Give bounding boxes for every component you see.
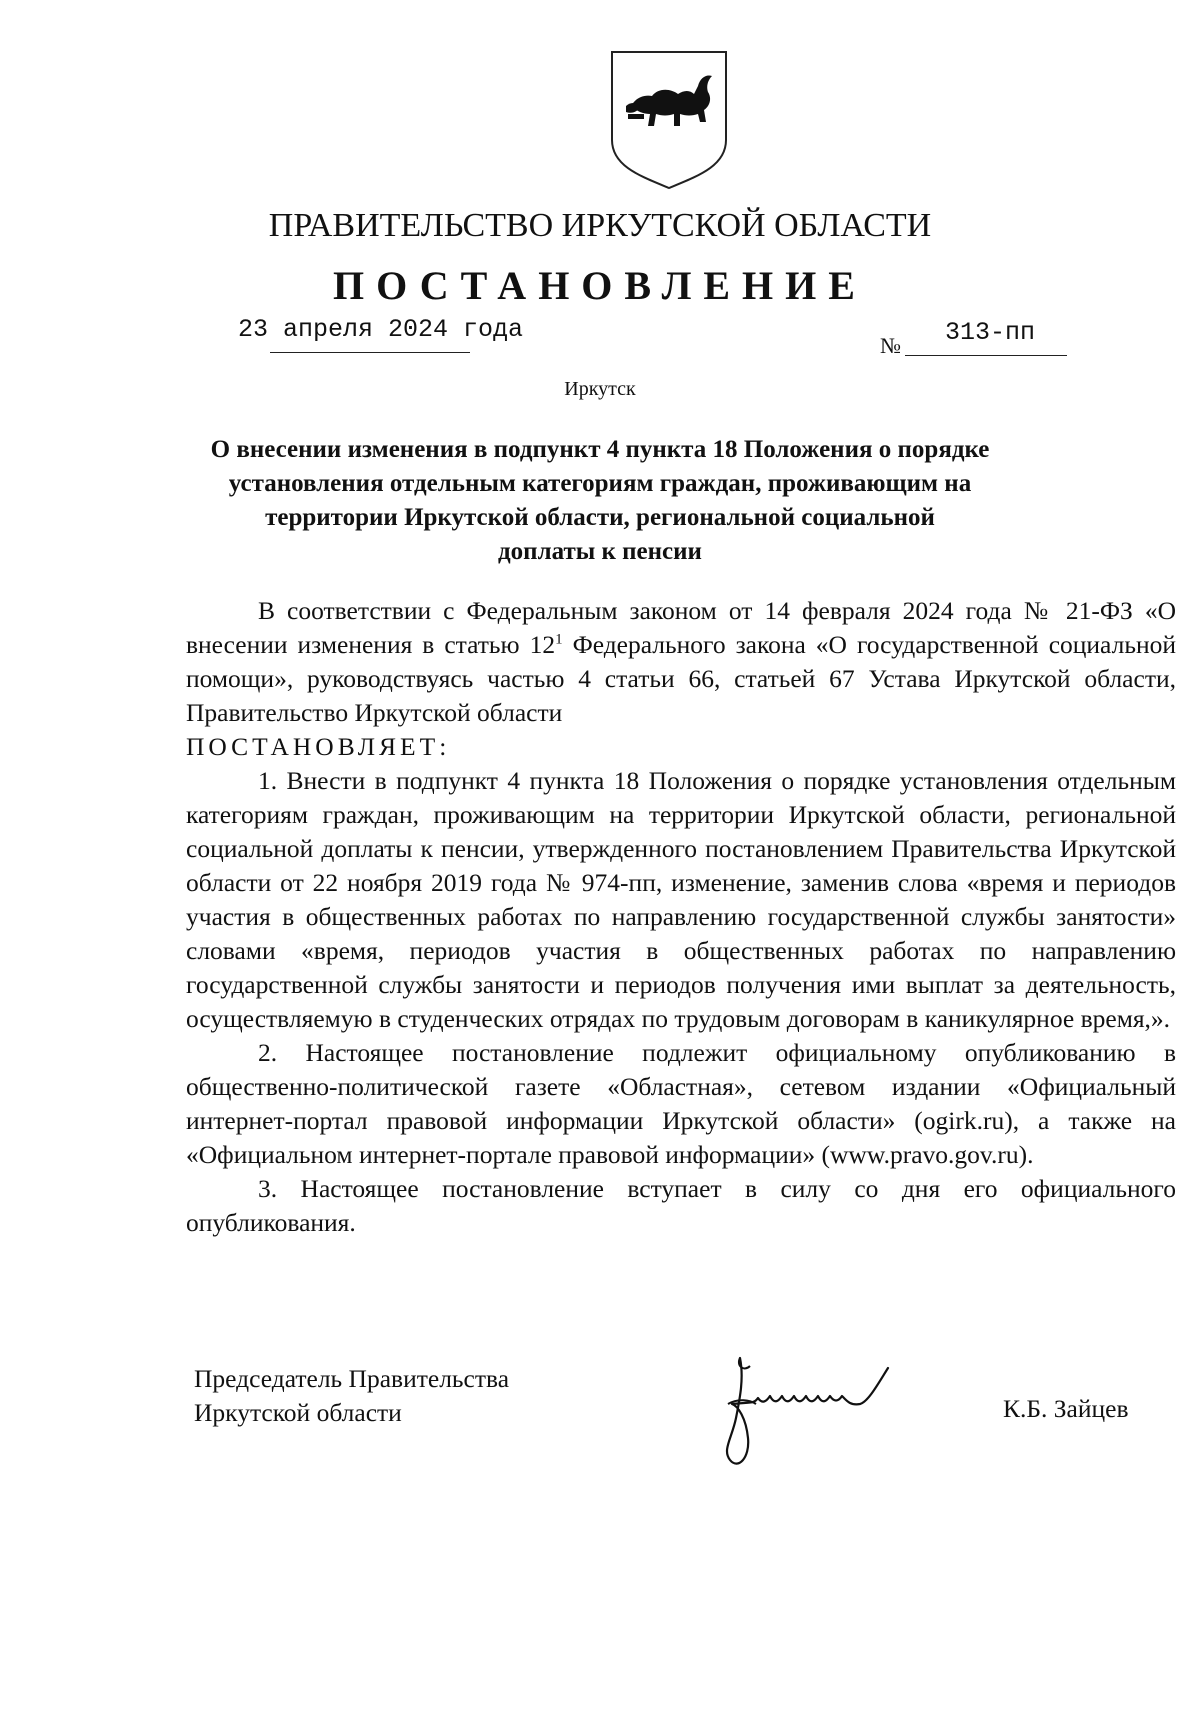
subject-line: доплаты к пенсии (498, 538, 702, 565)
document-subject (200, 433, 1000, 569)
preamble-text-part2: Федерального закона «О государственной социальной помощи», руководствуясь частью 4 статьи 66, статьей 67 Устава Иркутской области, Правительство Иркутской области (186, 630, 1176, 727)
date-underline (270, 352, 470, 353)
subject-line: территории Иркутской области, региональной социальной (265, 504, 935, 531)
signer-position-line: Иркутской области (194, 1398, 402, 1427)
handwritten-signature (710, 1338, 940, 1488)
document-number: 313-пп (945, 318, 1036, 347)
item-3-paragraph: 3. Настоящее постановление вступает в силу со дня его официального опубликования. (186, 1174, 1176, 1237)
preamble-paragraph (186, 594, 1176, 730)
coat-of-arms-emblem (608, 48, 730, 190)
document-date: 23 апреля 2024 года (238, 315, 524, 344)
subject-line: установления отдельным категориям граждан, проживающим на (228, 470, 972, 497)
item-1-paragraph: 1. Внести в подпункт 4 пункта 18 Положения о порядке установления отдельным категориям граждан, проживающим на территории Иркутской области, региональной социальной доплаты к пенсии, утвержденного постановлением Правительства Иркутской области от 22 ноября 2019 года № 974-пп, изменение, заменив слова «время и периодов участия в общественных работах по направлению государственной службы занятости» словами «время, периодов участия в общественных работах по направлению государственной службы занятости и периодов получения ими выплат за деятельность, осуществляемую в студенческих отрядах по трудовым договорам в каникулярное время,». (186, 766, 1176, 1033)
number-underline (905, 355, 1067, 356)
document-type-title: ПОСТАНОВЛЕНИЕ (333, 263, 867, 308)
subject-line: О внесении изменения в подпункт 4 пункта 18 Положения о порядке (210, 436, 990, 463)
government-title: ПРАВИТЕЛЬСТВО ИРКУТСКОЙ ОБЛАСТИ (268, 207, 932, 244)
item-2-paragraph: 2. Настоящее постановление подлежит официальному опубликованию в общественно-политической газете «Областная», сетевом издании «Официальный интернет-портал правовой информации Иркутской области» (ogirk.ru), а также на «Официальном интернет-портале правовой информации» (www.pravo.gov.ru). (186, 1038, 1176, 1169)
number-sign: № (880, 333, 901, 358)
preamble-superscript: 1 (555, 631, 563, 648)
document-city: Иркутск (564, 378, 636, 400)
signer-position (194, 1362, 509, 1430)
signer-position-line: Председатель Правительства (194, 1364, 510, 1393)
signer-name: К.Б. Зайцев (1003, 1394, 1129, 1423)
preamble-text-part1: В соответствии с Федеральным законом от 14 февраля 2024 года № 21-ФЗ «О внесении изменения в статью 12 (186, 596, 1176, 659)
decree-word: ПОСТАНОВЛЯЕТ: (186, 732, 451, 761)
document-body (186, 594, 1176, 1240)
